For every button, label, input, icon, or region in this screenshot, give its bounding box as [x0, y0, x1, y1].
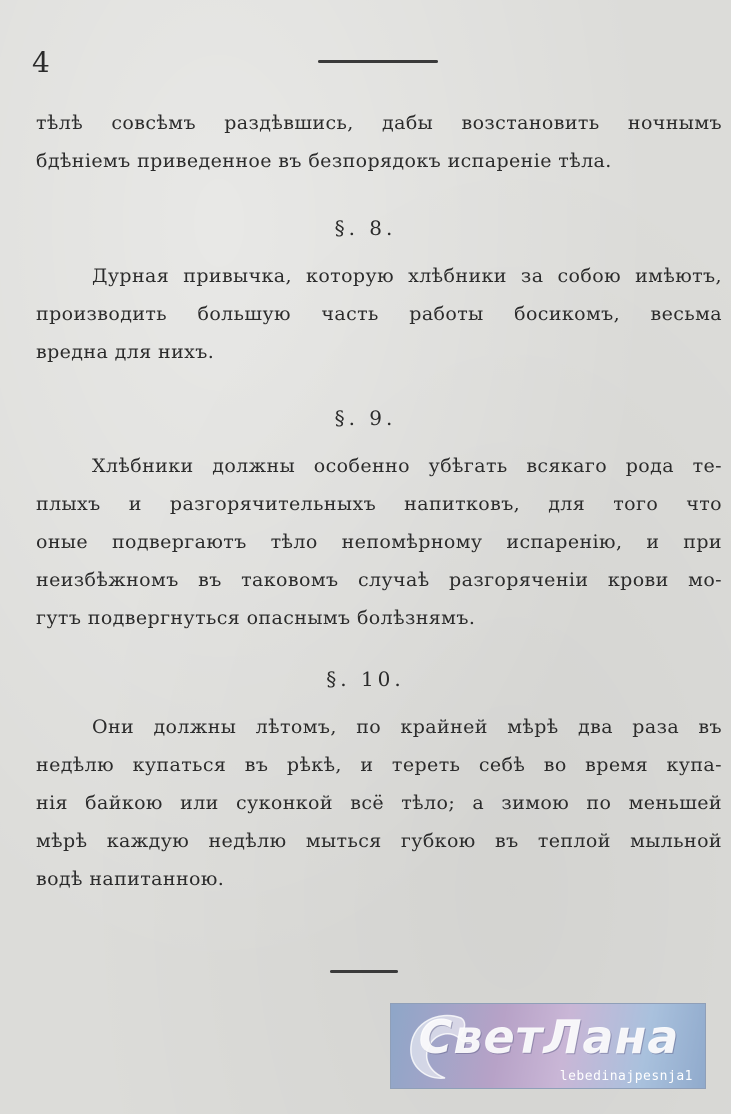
paragraph-section-9 — [36, 447, 722, 637]
text-line: Дурная привычка, которую хлѣбники за собою имѣютъ, — [92, 265, 722, 287]
paragraph-section-8 — [36, 257, 722, 371]
text-line: Они должны лѣтомъ, по крайней мѣрѣ два раза въ — [92, 716, 722, 738]
watermark-logo — [390, 1003, 706, 1089]
watermark-subtitle: lebedinajpesnja1 — [559, 1069, 693, 1084]
footer-rule — [330, 970, 398, 973]
text-line: вредна для нихъ. — [36, 341, 215, 363]
paragraph-continued — [36, 104, 722, 180]
section-heading-10: §. 10. — [326, 667, 405, 691]
text-line: гутъ подвергнуться опаснымъ болѣзнямъ. — [36, 607, 476, 629]
text-line: водѣ напитанною. — [36, 868, 225, 890]
text-line: тѣлѣ совсѣмъ раздѣвшись, дабы возстановить ночнымъ — [36, 112, 722, 134]
text-line: Хлѣбники должны особенно убѣгать всякаго рода те- — [92, 455, 722, 477]
header-rule — [318, 60, 438, 63]
watermark-title: СветЛана — [418, 1010, 680, 1064]
text-line: неизбѣжномъ въ таковомъ случаѣ разгоряченiи крови мо- — [36, 569, 722, 591]
section-heading-8: §. 8. — [334, 216, 397, 240]
text-line: плыхъ и разгорячительныхъ напитковъ, для того что — [36, 493, 722, 515]
section-heading-9: §. 9. — [334, 406, 397, 430]
text-line: недѣлю купаться въ рѣкѣ, и тереть себѣ во время купа- — [36, 754, 722, 776]
text-line: бдѣнiемъ приведенное въ безпорядокъ испаренiе тѣла. — [36, 150, 612, 172]
text-line: оные подвергаютъ тѣло непомѣрному испаренiю, и при — [36, 531, 722, 553]
paragraph-section-10 — [36, 708, 722, 898]
text-line: нiя байкою или суконкой всё тѣло; а зимою по меньшей — [36, 792, 722, 814]
text-line: мѣрѣ каждую недѣлю мыться губкою въ теплой мыльной — [36, 830, 722, 852]
page-number: 4 — [32, 46, 50, 79]
text-line: производить большую часть работы босикомъ, весьма — [36, 303, 722, 325]
